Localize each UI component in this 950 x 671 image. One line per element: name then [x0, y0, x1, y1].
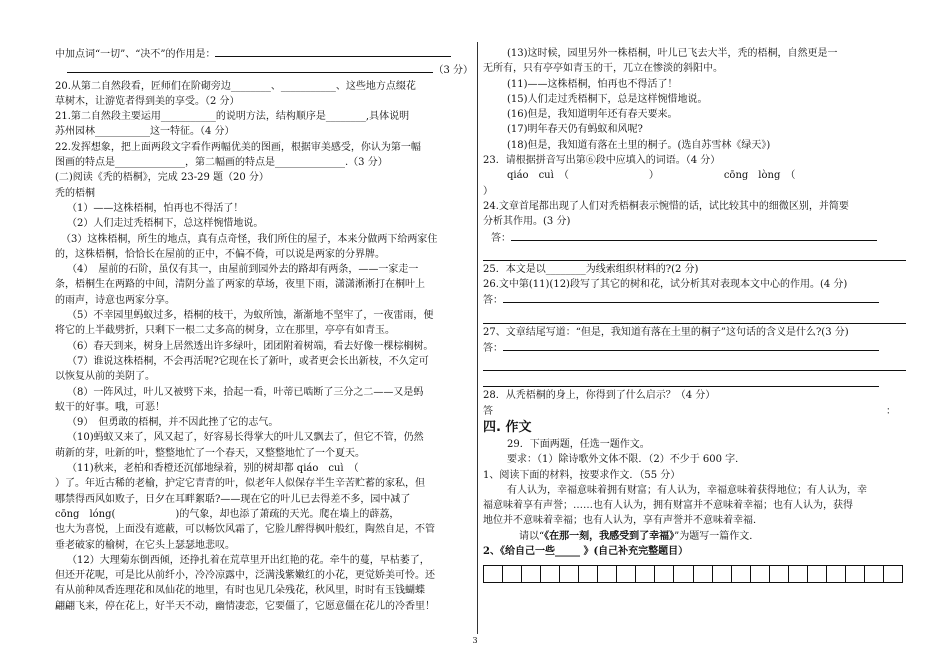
- q25-text: 25．本文是以________为线索组织材料的?(2 分): [483, 263, 699, 275]
- q19-score: （3 分）: [433, 65, 473, 77]
- paragraph-10: （10)蚂蚁又来了，风又起了，好容易长得掌大的叶儿又飘去了，但它不管，仍然: [67, 432, 424, 444]
- q28-text: 28．从秃梧桐的身上，你得到了什么启示？（4 分）: [483, 390, 716, 402]
- right-column: [483, 46, 906, 583]
- prompt-1-essay-title: 《在那一刻，我感受到了幸福》: [544, 530, 675, 542]
- q28-answer-label: 答: [483, 405, 493, 417]
- q26-answer: [483, 292, 906, 308]
- q21-text-2: 苏州园林___________这一特征。（4 分）: [55, 126, 235, 138]
- prompt-1-heading: 1、阅读下面的材料，按要求作文．（55 分）: [483, 469, 681, 481]
- paragraph-9: （9） 但勇敢的梧桐，并不因此挫了它的志气。: [67, 417, 279, 429]
- paragraph-13: (13)这时候，园里另外一株梧桐，叶儿已飞去大半，秃的梧桐，自然更是一: [507, 48, 838, 59]
- paragraph-13-cont: 无所有，只有亭亭如青玉的干，兀立在惨淡的斜阳中。: [483, 63, 723, 75]
- paragraph-18: (18)但是，我知道有落在土里的桐子。(选自苏雪林《绿天》): [507, 139, 771, 151]
- paragraph-1: （1）——这株梧桐，怕再也不得活了！: [67, 202, 244, 214]
- q27-text: 27、文章结尾写道：“但是，我知道有落在土里的桐子”这句话的含义是什么?(3 分): [483, 326, 849, 338]
- q22-text-2: 图画的特点是______________，第二幅画的特点是______________.（3 分）: [55, 157, 388, 169]
- paragraph-8-cont: 蚁干的好事。哦，可恶！: [55, 401, 165, 413]
- paragraph-11-cont: ）了。年近古稀的老榆，护定它青青的叶，似老年人似保存半生辛苦贮蓄的家私，但: [55, 478, 425, 490]
- paragraph-8: （8）一阵风过，叶儿又被劈下来，拾起一看，叶蒂已啮断了三分之二——又是蚂: [67, 386, 424, 398]
- q29-text: 29．下面两题，任选一题作文。: [507, 438, 650, 450]
- section-heading-composition: 四. 作文: [483, 419, 532, 435]
- paragraph-2: （2）人们走过秃梧桐下，总这样惋惜地说。: [67, 218, 264, 230]
- q19-answer-blank-2[interactable]: [67, 62, 433, 73]
- prompt-1-material-3: 地位并不意味着幸福；也有人认为，享有声誉并不意味着幸福．: [483, 515, 763, 527]
- q24-answer-line[interactable]: [511, 230, 877, 241]
- q26-answer-label: 答：: [483, 295, 503, 307]
- paragraph-12-cont-2: 有从前种凤香连理花和凤仙花的地里，有时也见几朵残花，秋风里，时时有玉钱蝴蝶: [55, 585, 425, 597]
- paragraph-12-cont: 但还开花呢，可是比从前纤小，冷冷凉露中，泛满浅紫嫩红的小花，更觉娇美可怜。还: [55, 570, 435, 582]
- q20-text-2: 草树木，让游览者得到美的享受。（2 分）: [55, 95, 240, 107]
- q23-text: 23．请根据拼音写出第⑥段中应填入的词语。（4 分）: [483, 155, 721, 167]
- q19-answer-blank[interactable]: [215, 46, 451, 57]
- paragraph-11-cont-4: 也大为喜悦，上面没有遮蔽，可以畅饮风霜了，它脸儿醉得枫叶般红，陶然自足，不管: [55, 524, 435, 536]
- q20-text: 20.从第二自然段看，匠师们在阶砌旁边________、___________、这些地方点缀花: [55, 80, 416, 92]
- prompt-2-heading: 2、《给自己一些_____ 》(自己补充完整题目）: [483, 546, 689, 558]
- q21-text: 21.第二自然段主要运用___________的说明方法，结构顺序是________,具体说明: [55, 111, 410, 123]
- q26-answer-line-2[interactable]: [483, 309, 906, 324]
- paragraph-12: （12）大理菊东倒西倾，还挣扎着在荒草里开出红艳的花。牵牛的蔓，早枯萎了，: [67, 554, 430, 566]
- paragraph-7: （7）谁说这株梧桐，不会再活呢?它现在长了新叶，或者更会长出新枝，不久定可: [67, 355, 429, 367]
- q27-answer: [483, 340, 906, 356]
- q28-answer: [483, 404, 906, 419]
- left-column: [55, 46, 473, 614]
- essay-title: 秃的梧桐: [55, 187, 95, 199]
- paragraph-15: (15)人们走过秃梧桐下，总是这样惋惜地说。: [507, 93, 708, 105]
- q27-answer-line[interactable]: [503, 340, 879, 351]
- q23-pinyin: qiáo cuì （ ） cōng lòng （: [507, 170, 796, 182]
- q24-text: 24.文章首尾都出现了人们对秃梧桐表示惋惜的话，试比较其中的细微区别，并简要: [483, 200, 849, 212]
- q23-bracket: ）: [483, 185, 493, 197]
- writing-grid[interactable]: [483, 565, 903, 583]
- q22-text: 22.发挥想象，把上面两段文字看作两幅优美的图画，根据审美感受，你认为第一幅: [55, 141, 421, 153]
- q28-answer-colon: ：: [886, 405, 896, 417]
- column-divider: [477, 42, 478, 634]
- q27-answer-line-3[interactable]: [483, 372, 879, 387]
- prompt-1-instruction-end: ”为题写一篇作文．: [674, 530, 760, 542]
- prompt-1-material: 有人认为，幸福意味着拥有财富；有人认为，幸福意味着获得地位；有人认为，幸: [507, 484, 867, 496]
- q19-prompt: 中加点词“一切”、“决不”的作用是：: [55, 49, 216, 60]
- paragraph-17: (17)明年春天仍有蚂蚁和风呢?: [507, 124, 643, 136]
- paragraph-11-cont-2: 哪禁得西风如败子，日夕在耳畔絮聒?——现在它的叶儿已去得差不多，园中减了: [55, 493, 411, 505]
- q29-requirements: 要求：（1）除诗歌外文体不限．（2）不少于 600 字．: [507, 454, 746, 466]
- paragraph-4-end: 的雨声，诗意也两家分享。: [55, 294, 175, 306]
- q19-text: [55, 46, 473, 62]
- paragraph-14: (11)——这株梧桐，怕再也不得活了！: [507, 78, 678, 90]
- prompt-1-instruction-start: 请以“: [519, 530, 545, 542]
- paragraph-10-cont: 萌新的芽，吐新的叶，整整地忙了一个春天，又整整地忙了一个夏天。: [55, 447, 365, 459]
- paragraph-7-cont: 以恢复从前的美阴了。: [55, 371, 155, 383]
- q27-answer-label: 答：: [483, 343, 503, 355]
- q26-text: 26.文中第(11)(12)段写了其它的树和花，试分析其对表现本文中心的作用。(4 分): [483, 279, 848, 291]
- paragraph-4-cont: 条，梧桐生在两路的中间，清阴分盖了两家的草场，夜里下雨，潇潇淅淅打在桐叶上: [55, 279, 425, 291]
- paragraph-4: （4） 屋前的石阶，虽仅有其一，由屋前到园外去的路却有两条，——一家走一: [67, 264, 419, 276]
- paragraph-3: （3）这株梧桐，所生的地点，真有点奇怪，我们所住的屋子，本来分做两下给两家住: [61, 233, 438, 245]
- paragraph-16: (16)但是，我知道明年还有春天要来。: [507, 109, 678, 121]
- section-heading-reading: (二)阅读《秃的梧桐》，完成 23-29 题（20 分）: [55, 172, 269, 184]
- q24-answer: [483, 230, 906, 246]
- prompt-1-instruction: [483, 529, 906, 544]
- paragraph-6: （6）春天到来，树身上居然透出许多绿叶，团团附着树端，看去好像一棵棕榈树。: [67, 340, 434, 352]
- q24-answer-line-2[interactable]: [483, 246, 906, 261]
- q27-answer-line-2[interactable]: [483, 356, 906, 371]
- q26-answer-line[interactable]: [503, 292, 879, 303]
- paragraph-11-end: 垂老破家的榆树，在它头上瑟瑟地悲叹。: [55, 539, 235, 551]
- paragraph-5-cont: 将它的上半截劈折，只剩下一根二丈多高的树身，立在那里，亭亭有如青玉。: [55, 325, 395, 337]
- prompt-1-material-2: 福意味着享有声誉；……也有人认为，拥有财富并不意味着幸福；也有人认为，获得: [483, 500, 853, 512]
- paragraph-3-cont: 的，这株梧桐，恰恰长在屋前的正中，不偏不倚，可以说是两家的分界牌。: [55, 248, 385, 260]
- paragraph-5: （5）不幸园里蚂蚁过多，梧桐的枝干，为蚁所蚀，渐渐地不坚牢了，一夜雷雨，便: [67, 310, 434, 322]
- q24-answer-label: 答：: [491, 232, 511, 244]
- q24-text-2: 分析其作用。(3 分): [483, 216, 571, 228]
- paragraph-11: （11)秋来，老柏和香橙还沉郁地绿着，别的树却都 qiáo cuì （: [67, 463, 359, 475]
- paragraph-11-cont-3: cōng lóng( )的气象，却也添了萧疏的天光。爬在墙上的薜荔，: [55, 508, 400, 520]
- q19-line2: [55, 62, 473, 78]
- paragraph-12-end: 翩翩飞来，停在花上，好半天不动，幽情凄恋，它要僵了，它愿意僵在花儿的冷香里！: [55, 600, 435, 612]
- page-number: 3: [472, 636, 478, 645]
